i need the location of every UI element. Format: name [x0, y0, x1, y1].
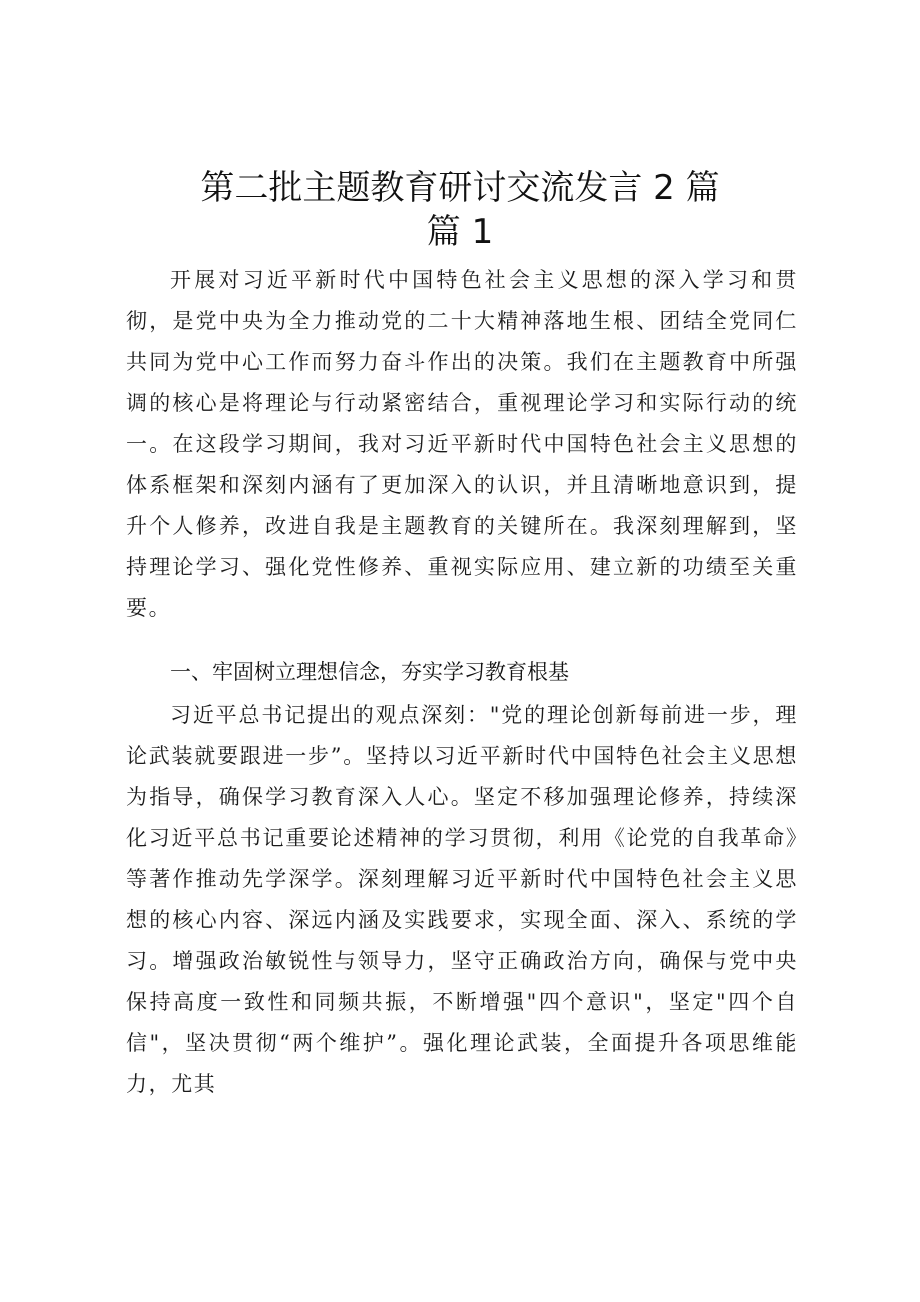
document-subtitle: 篇 1 [426, 212, 494, 252]
document-title: 第二批主题教育研讨交流发言 2 篇 [200, 168, 720, 208]
paragraph-1: 开展对习近平新时代中国特色社会主义思想的深入学习和贯彻，是党中央为全力推动党的二十大精神落地生根、团结全党同仁共同为党中心工作而努力奋斗作出的决策。我们在主题教育中所强调的核心是将理论与行动紧密结合，重视理论学习和实际行动的统一。在这段学习期间，我对习近平新时代中国特色社会主义思想的体系框架和深刻内涵有了更加深入的认识，并且清晰地意识到，提升个人修养，改进自我是主题教育的关键所在。我深刻理解到，坚持理论学习、强化党性修养、重视实际应用、建立新的功绩至关重要。 [126, 268, 798, 620]
paragraph-2: 习近平总书记提出的观点深刻："党的理论创新每前进一步，理论武装就要跟进一步”。坚持以习近平新时代中国特色社会主义思想为指导，确保学习教育深入人心。坚定不移加强理论修养，持续深化习近平总书记重要论述精神的学习贯彻，利用《论党的自我革命》等著作推动先学深学。深刻理解习近平新时代中国特色社会主义思想的核心内容、深远内涵及实践要求，实现全面、深入、系统的学习。增强政治敏锐性与领导力，坚守正确政治方向，确保与党中央保持高度一致性和同频共振，不断增强"四个意识"，坚定"四个自信"，坚决贯彻“两个维护”。强化理论武装，全面提升各项思维能力，尤其 [126, 703, 798, 1096]
section-heading: 一、牢固树立理想信念，夯实学习教育根基 [170, 660, 569, 684]
